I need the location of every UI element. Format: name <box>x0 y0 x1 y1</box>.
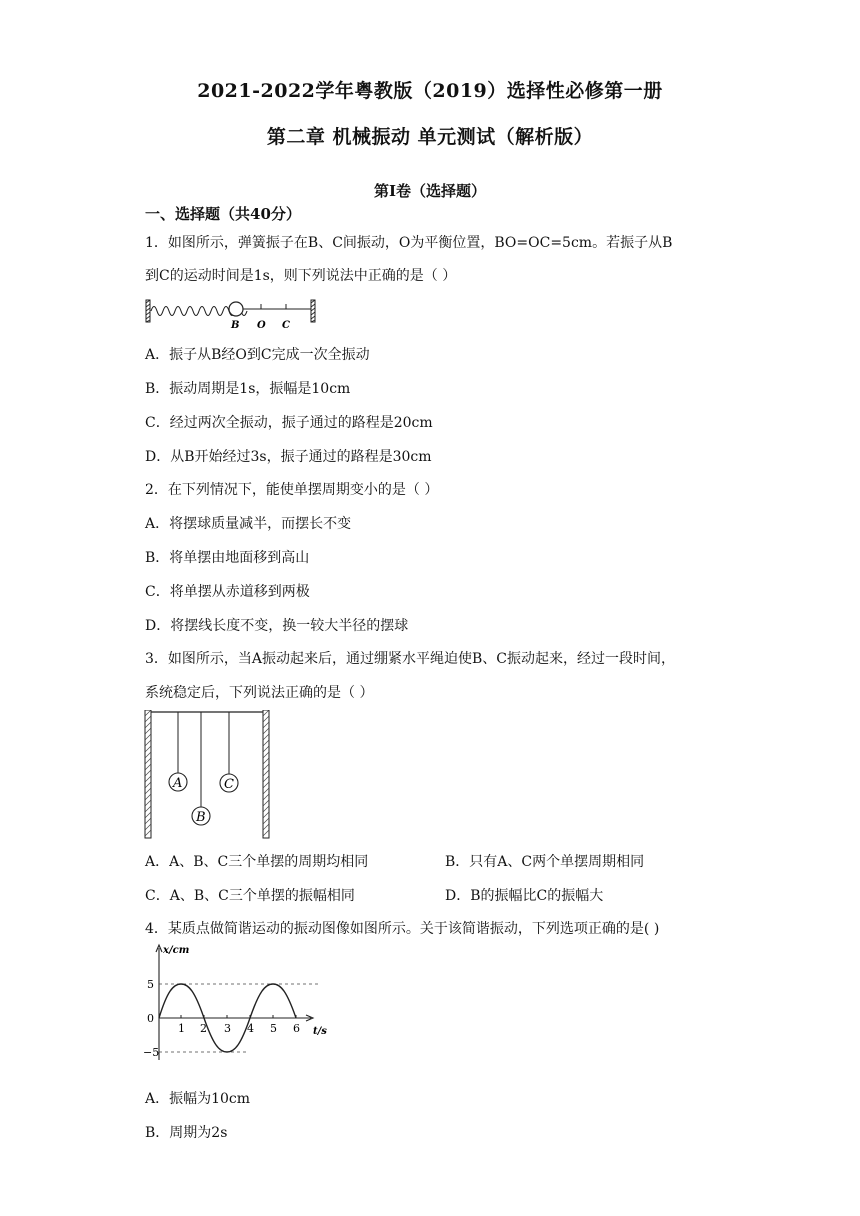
q1-option-b[interactable]: B．振动周期是1s，振幅是10cm <box>145 381 351 397</box>
q1-stem-line-1: 1．如图所示，弹簧振子在B、C间振动，O为平衡位置，BO=OC=5cm。若振子从B <box>145 235 673 251</box>
y-tick-neg5: −5 <box>143 1046 160 1059</box>
title-line-2: 第二章 机械振动 单元测试（解析版） <box>266 126 594 148</box>
x-tick-5: 5 <box>270 1022 277 1035</box>
q1-stem-line-2: 到C的运动时间是1s，则下列说法中正确的是（ ） <box>145 268 457 284</box>
q2-option-b[interactable]: B．将单摆由地面移到高山 <box>145 550 310 566</box>
label-a: A <box>173 776 183 791</box>
label-b: B <box>196 810 206 825</box>
part-title: 一、选择题（共40分） <box>145 205 301 223</box>
q1-option-a[interactable]: A．振子从B经O到C完成一次全振动 <box>145 347 370 363</box>
label-c: C <box>282 320 290 331</box>
q1-option-d[interactable]: D．从B开始经过3s，振子通过的路程是30cm <box>145 449 432 465</box>
q3-stem-line-2: 系统稳定后，下列说法正确的是（ ） <box>145 685 374 701</box>
q2-stem: 2．在下列情况下，能使单摆周期变小的是（ ） <box>145 482 439 498</box>
x-axis-label: t/s <box>313 1026 327 1037</box>
spring-oscillator-figure <box>143 297 323 331</box>
q3-option-d[interactable]: D．B的振幅比C的振幅大 <box>445 888 604 904</box>
q2-option-d[interactable]: D．将摆线长度不变，换一较大半径的摆球 <box>145 618 409 634</box>
volume-title: 第Ⅰ卷（选择题） <box>373 182 487 200</box>
y-tick-0: 0 <box>147 1012 154 1025</box>
title-line-1: 2021-2022学年粤教版（2019）选择性必修第一册 <box>197 80 663 102</box>
q3-option-b[interactable]: B．只有A、C两个单摆周期相同 <box>445 854 645 870</box>
label-c: C <box>224 777 234 792</box>
pendulum-figure <box>143 710 273 842</box>
x-tick-2: 2 <box>200 1022 207 1035</box>
q4-option-b[interactable]: B．周期为2s <box>145 1125 228 1141</box>
oscillator-ball <box>229 302 243 316</box>
q3-option-c[interactable]: C．A、B、C三个单摆的振幅相同 <box>145 888 355 904</box>
q2-option-a[interactable]: A．将摆球质量减半，而摆长不变 <box>145 516 352 532</box>
q3-option-a[interactable]: A．A、B、C三个单摆的周期均相同 <box>145 854 369 870</box>
x-tick-1: 1 <box>178 1022 185 1035</box>
vibration-graph <box>143 942 333 1064</box>
x-tick-4: 4 <box>247 1022 254 1035</box>
label-o: O <box>257 320 266 331</box>
y-axis-label: x/cm <box>163 945 190 956</box>
q3-stem-line-1: 3．如图所示，当A振动起来后，通过绷紧水平绳迫使B、C振动起来，经过一段时间， <box>145 651 676 667</box>
label-b: B <box>231 320 240 331</box>
q1-option-c[interactable]: C．经过两次全振动，振子通过的路程是20cm <box>145 415 433 431</box>
x-tick-6: 6 <box>293 1022 300 1035</box>
x-tick-3: 3 <box>224 1022 231 1035</box>
q2-option-c[interactable]: C．将单摆从赤道移到两极 <box>145 584 310 600</box>
y-tick-5: 5 <box>147 978 154 991</box>
q4-stem: 4．某质点做简谐运动的振动图像如图所示。关于该简谐振动，下列选项正确的是( ) <box>145 921 660 937</box>
q4-option-a[interactable]: A．振幅为10cm <box>145 1091 251 1107</box>
